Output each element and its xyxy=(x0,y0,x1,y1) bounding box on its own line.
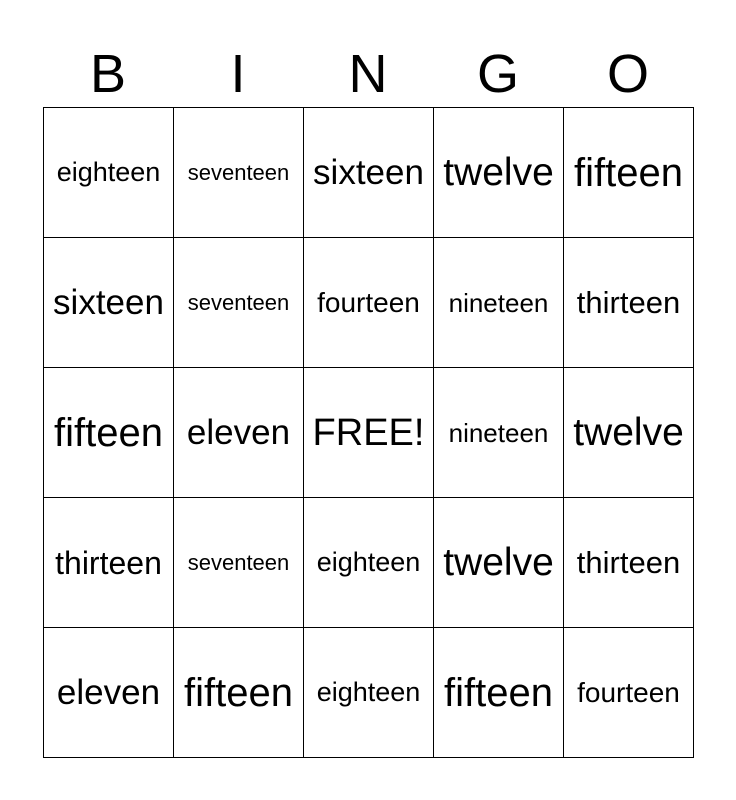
cell-label: sixteen xyxy=(313,153,424,192)
bingo-cell[interactable] xyxy=(44,368,174,498)
bingo-cell[interactable] xyxy=(174,628,304,758)
cell-label: sixteen xyxy=(53,283,164,322)
bingo-cell[interactable] xyxy=(434,498,564,628)
cell-label: fourteen xyxy=(577,676,680,708)
cell-label: nineteen xyxy=(448,287,549,318)
cell-label: thirteen xyxy=(576,285,681,320)
cell-label: twelve xyxy=(443,151,554,194)
bingo-cell[interactable] xyxy=(564,368,694,498)
bingo-cell[interactable] xyxy=(174,108,304,238)
bingo-cell[interactable] xyxy=(304,498,434,628)
bingo-cell[interactable] xyxy=(564,108,694,238)
bingo-cell[interactable] xyxy=(564,498,694,628)
bingo-cell[interactable] xyxy=(174,238,304,368)
header-letter-o: O xyxy=(606,44,649,104)
bingo-cell[interactable] xyxy=(434,238,564,368)
cell-label: nineteen xyxy=(448,417,549,448)
cell-label: thirteen xyxy=(55,544,162,581)
cell-label: fourteen xyxy=(317,286,420,318)
cell-label: twelve xyxy=(443,541,554,584)
bingo-cell[interactable] xyxy=(44,498,174,628)
bingo-cell[interactable] xyxy=(44,628,174,758)
cell-label: seventeen xyxy=(187,159,290,185)
cell-label: fifteen xyxy=(54,410,163,455)
cell-label: seventeen xyxy=(187,549,290,575)
bingo-cell[interactable] xyxy=(174,368,304,498)
cell-label: twelve xyxy=(573,411,684,454)
bingo-card-grid xyxy=(43,107,694,758)
bingo-cell[interactable] xyxy=(174,498,304,628)
header-letter-n: N xyxy=(348,44,388,104)
header-letter-g: G xyxy=(476,44,519,104)
cell-label: fifteen xyxy=(444,670,553,715)
bingo-cell[interactable] xyxy=(304,108,434,238)
bingo-cell[interactable] xyxy=(44,238,174,368)
bingo-cell[interactable] xyxy=(44,108,174,238)
free-space-cell[interactable] xyxy=(304,368,434,498)
cell-label: seventeen xyxy=(187,289,290,315)
bingo-cell[interactable] xyxy=(304,238,434,368)
cell-label: eighteen xyxy=(316,547,421,577)
bingo-cell[interactable] xyxy=(564,238,694,368)
bingo-cell[interactable] xyxy=(434,108,564,238)
bingo-cell[interactable] xyxy=(434,368,564,498)
cell-label: thirteen xyxy=(576,545,681,580)
bingo-header xyxy=(43,44,693,104)
bingo-cell[interactable] xyxy=(434,628,564,758)
header-letter-b: B xyxy=(89,44,127,104)
bingo-cell[interactable] xyxy=(304,628,434,758)
cell-label: eleven xyxy=(56,673,161,712)
cell-label: fifteen xyxy=(184,670,293,715)
header-letter-i: I xyxy=(230,44,246,104)
bingo-cell[interactable] xyxy=(564,628,694,758)
cell-label: fifteen xyxy=(574,150,683,195)
cell-label: eighteen xyxy=(316,677,421,707)
cell-label: eleven xyxy=(186,413,291,452)
cell-label: eighteen xyxy=(56,157,161,187)
free-space-label: FREE! xyxy=(312,411,425,454)
